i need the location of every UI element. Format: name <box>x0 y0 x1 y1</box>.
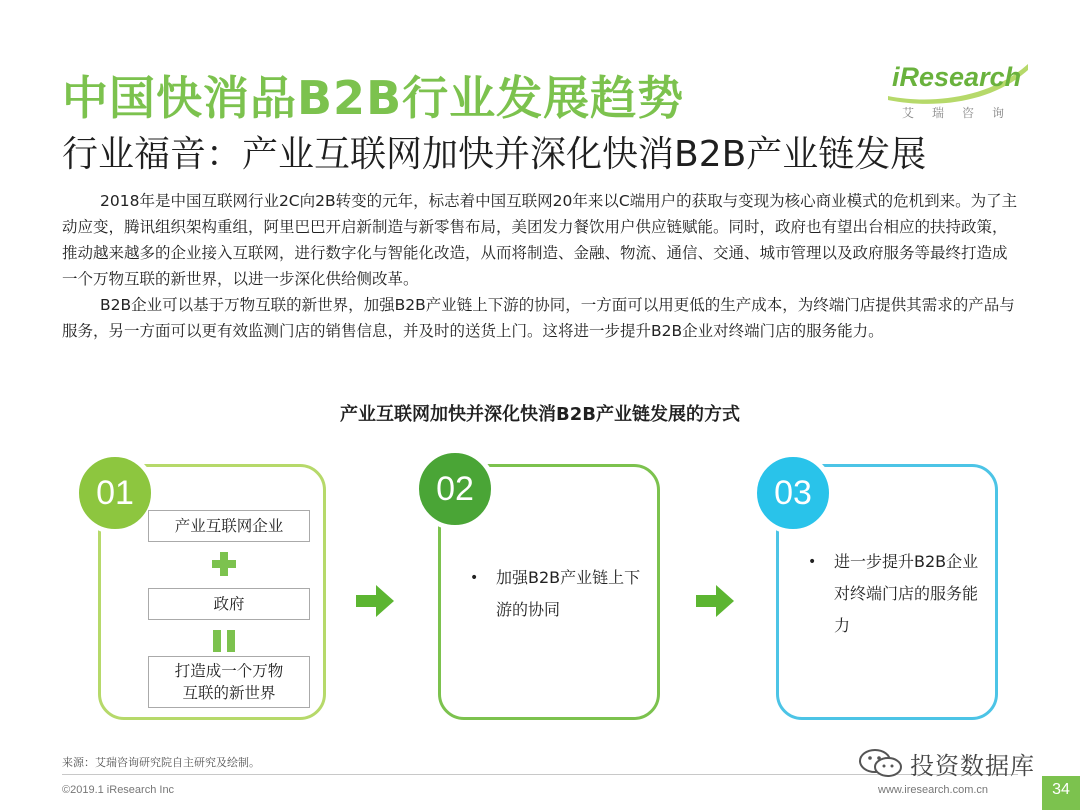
bullet-icon: • <box>808 554 817 570</box>
result-box <box>148 656 310 708</box>
equals-icon <box>213 630 235 652</box>
body-paragraph-2: B2B企业可以基于万物互联的新世界，加强B2B产业链上下游的协同，一方面可以用更低的生产成本，为终端门店提供其需求的产品与服务，另一方面可以更有效监测门店的销售信息，并及时的送货上门。这将进一步提升B2B企业对终端门店的服务能力。 <box>62 296 1015 340</box>
source-note: 来源：艾瑞咨询研究院自主研究及绘制。 <box>62 756 260 769</box>
iresearch-logo <box>888 60 1028 122</box>
diagram-title: 产业互联网加快并深化快消B2B产业链发展的方式 <box>340 404 740 425</box>
step-2-label: 加强B2B产业链上下游的协同 <box>496 568 641 619</box>
arrow-right-icon <box>356 585 394 617</box>
step-3-label: 进一步提升B2B企业对终端门店的服务能力 <box>834 552 979 635</box>
government-box: 政府 <box>148 588 310 620</box>
result-box-line-2: 互联的新世界 <box>182 684 276 702</box>
arrow-right-icon <box>696 585 734 617</box>
body-paragraph-1: 2018年是中国互联网行业2C向2B转变的元年，标志着中国互联网20年来以C端用户的获取与变现为核心商业模式的危机到来。为了主动应变，腾讯组织架构重组，阿里巴巴开启新制造与新零售布局，美团发力餐饮用户供应链赋能。同时，政府也有望出台相应的扶持政策，推动越来越多的企业接入互联网，进行数字化与智能化改造，从而将制造、金融、物流、通信、交通、城市管理以及政府服务等最终打造成一个万物互联的新世界，以进一步深化供给侧改革。 <box>62 192 1018 288</box>
bullet-icon: • <box>470 570 479 586</box>
wechat-icon <box>858 748 904 778</box>
logo-text: iResearch <box>892 62 1022 92</box>
plus-icon <box>212 552 236 576</box>
step-3-badge: 03 <box>752 452 834 534</box>
step-2-badge: 02 <box>414 448 496 530</box>
result-box-line-1: 打造成一个万物 <box>174 662 284 680</box>
page-subtitle: 行业福音：产业互联网加快并深化快消B2B产业链发展 <box>62 134 927 175</box>
step-3-text <box>808 546 988 642</box>
website-link[interactable]: www.iresearch.com.cn <box>878 784 989 796</box>
page-number: 34 <box>1052 781 1070 798</box>
industry-internet-box: 产业互联网企业 <box>148 510 310 542</box>
logo-subtext: 艾瑞咨询 <box>902 106 1023 120</box>
watermark-text: 投资数据库 <box>910 752 1035 780</box>
step-1-badge: 01 <box>74 452 156 534</box>
step-2-text <box>470 562 650 626</box>
page-title: 中国快消品B2B行业发展趋势 <box>62 71 685 125</box>
copyright: ©2019.1 iResearch Inc <box>62 784 175 796</box>
